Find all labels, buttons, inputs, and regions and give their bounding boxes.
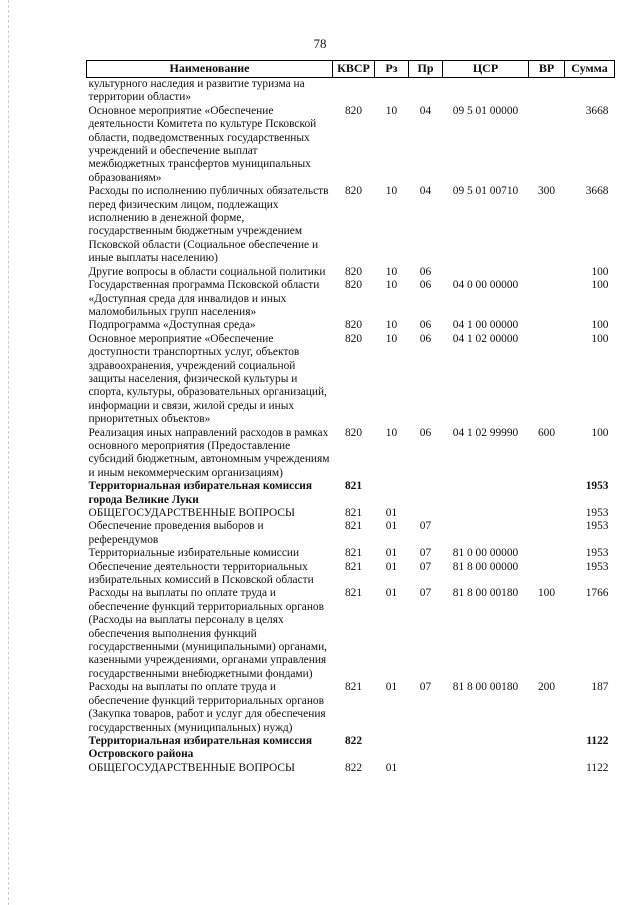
cell-pr: 07: [419, 681, 432, 694]
cell-sum: 1953: [585, 480, 609, 493]
cell-sum: 1953: [585, 547, 609, 560]
table-header-row: [87, 61, 615, 78]
cell-vr: [529, 105, 565, 185]
cell-pr: 07: [419, 547, 432, 560]
cell-vr: [529, 480, 565, 507]
cell-vr: 300: [537, 185, 556, 198]
cell-pr: 06: [419, 279, 432, 292]
cell-vr: [529, 266, 565, 279]
cell-name: Расходы на выплаты по оплате труда и обеспечение функций территориальных органов (Расходы на выплаты персоналу в целях обеспечения выполнения функций государственными (муниципальными) органами, казенными учреждениями, органами управления государственными внебюджетными фондами): [88, 587, 328, 680]
cell-rz: [375, 78, 409, 105]
cell-csr: 04 1 02 00000: [452, 332, 519, 345]
table-row: [87, 520, 615, 547]
cell-vr: [529, 319, 565, 332]
cell-name: Другие вопросы в области социальной политики: [88, 265, 326, 278]
cell-sum: 100: [591, 332, 609, 345]
cell-kvsr: 822: [344, 734, 363, 747]
table-row: [87, 561, 615, 588]
cell-name: Обеспечение проведения выборов и референдумов: [88, 520, 264, 546]
cell-kvsr: 821: [344, 480, 363, 493]
table-row: [87, 427, 615, 481]
cell-pr: 06: [419, 319, 432, 332]
cell-sum: 100: [591, 319, 609, 332]
cell-kvsr: 820: [344, 279, 363, 292]
cell-vr: [529, 78, 565, 105]
cell-kvsr: 822: [344, 761, 363, 774]
cell-pr: [409, 78, 443, 105]
cell-vr: [529, 547, 565, 560]
cell-rz: 10: [385, 319, 398, 332]
cell-csr: 81 8 00 00180: [452, 587, 519, 600]
cell-name: ОБЩЕГОСУДАРСТВЕННЫЕ ВОПРОСЫ: [88, 761, 295, 774]
cell-vr: [529, 507, 565, 520]
cell-sum: 1953: [585, 520, 609, 533]
table-row: [87, 547, 615, 560]
cell-kvsr: 821: [344, 681, 363, 694]
header-rz: Рз: [375, 61, 409, 78]
table-row: [87, 319, 615, 332]
table-row: [87, 78, 615, 105]
cell-name: культурного наследия и развитие туризма на территории области»: [88, 78, 305, 104]
cell-csr: [443, 520, 529, 547]
cell-sum: 1953: [585, 507, 609, 519]
cell-csr: 81 0 00 00000: [452, 547, 519, 560]
scan-margin-line: [8, 0, 9, 905]
table-row: [87, 480, 615, 507]
cell-rz: 10: [385, 426, 398, 439]
cell-sum: 3668: [585, 185, 609, 198]
cell-rz: 10: [385, 265, 398, 278]
cell-csr: [443, 762, 529, 775]
cell-pr: [409, 507, 443, 520]
cell-sum: 1953: [585, 560, 609, 573]
header-csr: ЦСР: [443, 61, 529, 78]
cell-sum: 100: [591, 426, 609, 439]
cell-name: Расходы по исполнению публичных обязательств перед физическим лицом, подлежащих исполнению в денежной форме, государственным бюджетным учреждением Псковской области (Социальное обеспечение и иные выплаты населению): [88, 185, 329, 265]
cell-pr: 06: [419, 332, 432, 345]
cell-kvsr: 821: [344, 560, 363, 573]
table-row: [87, 762, 615, 775]
table-row: [87, 735, 615, 762]
cell-sum: 100: [591, 265, 609, 278]
cell-rz: 01: [385, 560, 398, 573]
cell-name: Обеспечение деятельности территориальных избирательных комиссий в Псковской области: [88, 560, 314, 587]
cell-rz: 10: [385, 279, 398, 292]
cell-pr: 07: [419, 587, 432, 600]
cell-name: Государственная программа Псковской области «Доступная среда для инвалидов и иных маломобильных групп населения»: [88, 279, 320, 318]
cell-csr: 04 1 02 99990: [452, 426, 519, 439]
cell-csr: 09 5 01 00000: [452, 104, 519, 117]
cell-rz: 01: [385, 587, 398, 600]
table-row: [87, 587, 615, 681]
cell-csr: [443, 507, 529, 520]
cell-pr: 06: [419, 426, 432, 439]
page-number: 78: [313, 36, 327, 51]
header-vr: ВР: [529, 61, 565, 78]
cell-kvsr: 820: [344, 265, 363, 278]
cell-pr: 04: [419, 185, 432, 198]
cell-kvsr: 820: [344, 104, 363, 117]
cell-kvsr: 820: [344, 426, 363, 439]
cell-name: Подпрограмма «Доступная среда»: [88, 319, 256, 332]
cell-rz: 01: [385, 507, 398, 519]
cell-csr: [443, 480, 529, 507]
cell-csr: 81 8 00 00000: [452, 560, 519, 573]
cell-rz: 10: [385, 185, 398, 198]
cell-pr: 07: [419, 560, 432, 573]
cell-rz: 01: [385, 761, 398, 774]
cell-rz: [375, 480, 409, 507]
cell-vr: [529, 561, 565, 588]
cell-kvsr: 820: [344, 319, 363, 332]
cell-pr: 04: [419, 104, 432, 117]
cell-rz: 01: [385, 547, 398, 560]
cell-kvsr: 821: [344, 547, 363, 560]
cell-name: Основное мероприятие «Обеспечение доступности транспортных услуг, объектов здравоохранения, учреждений социальной защиты населения, физической культуры и спорта, культуры, образовательных организаций, информации и связи, жилой среды и иных приоритетных объектов»: [88, 332, 327, 426]
cell-rz: 10: [385, 332, 398, 345]
cell-sum: 3668: [585, 104, 609, 117]
cell-csr: 04 1 00 00000: [452, 319, 519, 332]
cell-vr: [529, 333, 565, 427]
cell-name: Основное мероприятие «Обеспечение деятельности Комитета по культуре Псковской области, подведомственных государственных учреждений и обеспечение выплат межбюджетных трансфертов муниципальных образованиям»: [88, 104, 317, 184]
cell-kvsr: 820: [344, 185, 363, 198]
cell-csr: 09 5 01 00710: [452, 185, 519, 198]
cell-kvsr: 821: [344, 520, 363, 533]
cell-rz: 01: [385, 681, 398, 694]
cell-name: Территориальная избирательная комиссия города Великие Луки: [88, 480, 312, 506]
cell-csr: 81 8 00 00180: [452, 681, 519, 694]
table-row: [87, 105, 615, 185]
cell-name: ОБЩЕГОСУДАРСТВЕННЫЕ ВОПРОСЫ: [88, 507, 295, 519]
cell-csr: [443, 266, 529, 279]
table-row: [87, 507, 615, 520]
header-sum: Сумма: [565, 61, 615, 78]
table-row: [87, 266, 615, 279]
header-name: Наименование: [87, 61, 333, 78]
header-kvsr: КВСР: [333, 61, 375, 78]
cell-pr: [409, 480, 443, 507]
table-body: [87, 78, 615, 776]
cell-vr: 600: [537, 426, 556, 439]
cell-kvsr: 821: [344, 587, 363, 600]
cell-csr: 04 0 00 00000: [452, 279, 519, 292]
cell-csr: [443, 78, 529, 105]
cell-vr: [529, 735, 565, 762]
cell-rz: [375, 735, 409, 762]
table-row: [87, 333, 615, 427]
cell-name: Территориальная избирательная комиссия Островского района: [88, 734, 312, 761]
budget-table: [86, 60, 615, 775]
cell-vr: [529, 520, 565, 547]
cell-vr: [529, 279, 565, 319]
cell-pr: [409, 735, 443, 762]
cell-sum: 1122: [586, 734, 609, 747]
cell-pr: [409, 762, 443, 775]
cell-kvsr: [333, 78, 375, 105]
cell-vr: 100: [537, 587, 556, 600]
cell-sum: 1766: [585, 587, 609, 600]
cell-name: Реализация иных направлений расходов в рамках основного мероприятия (Предоставление субсидий бюджетным, автономным учреждениям и иным некоммерческим организациям): [88, 426, 330, 479]
table-row: [87, 681, 615, 735]
cell-kvsr: 821: [344, 507, 363, 519]
table-row: [87, 279, 615, 319]
cell-vr: [529, 762, 565, 775]
cell-name: Территориальные избирательные комиссии: [88, 547, 300, 560]
cell-name: Расходы на выплаты по оплате труда и обеспечение функций территориальных органов (Закупка товаров, работ и услуг для обеспечения государственных (муниципальных) нужд): [88, 681, 326, 734]
header-pr: Пр: [409, 61, 443, 78]
cell-pr: 06: [419, 265, 432, 278]
cell-sum: 1122: [586, 761, 609, 774]
cell-sum: [565, 78, 615, 105]
cell-sum: 187: [591, 681, 609, 694]
cell-vr: 200: [537, 681, 556, 694]
cell-rz: 10: [385, 104, 398, 117]
cell-csr: [443, 735, 529, 762]
cell-kvsr: 820: [344, 332, 363, 345]
table-row: [87, 185, 615, 265]
cell-pr: 07: [419, 520, 432, 533]
cell-sum: 100: [591, 279, 609, 292]
cell-rz: 01: [385, 520, 398, 533]
